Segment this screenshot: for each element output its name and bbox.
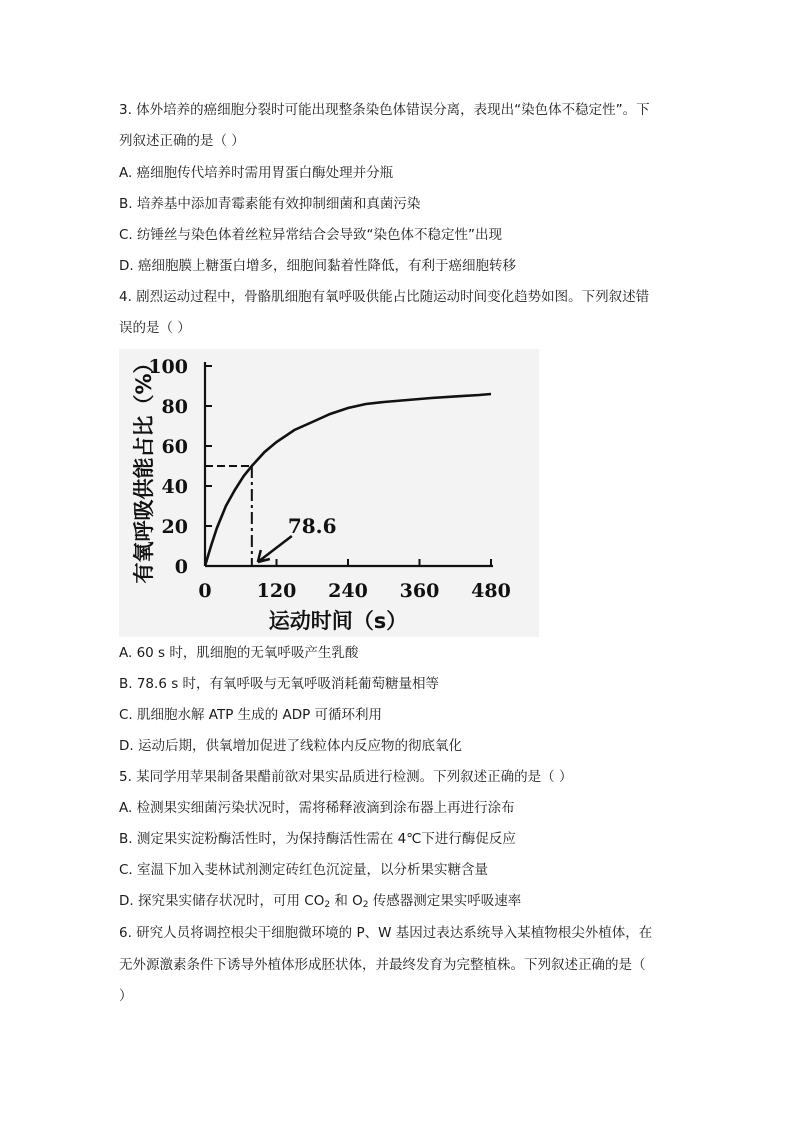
q4-option-d: D. 运动后期，供氧增加促进了线粒体内反应物的彻底氧化 [119,738,462,754]
q6-stem-line1: 6. 研究人员将调控根尖干细胞微环境的 P、W 基因过表达系统导入某植物根尖外植体，在 [119,925,653,941]
x-tick-label: 0 [198,580,212,602]
q4-option-c: C. 肌细胞水解 ATP 生成的 ADP 可循环利用 [119,707,383,723]
x-tick-label: 480 [471,580,511,602]
y-tick-label: 40 [161,476,188,498]
annotation-label: 78.6 [287,514,337,538]
y-tick-label: 60 [161,436,188,458]
o2-subscript: 2 [362,900,369,910]
q3-option-a: A. 癌细胞传代培养时需用胃蛋白酶处理并分瓶 [119,165,394,181]
y-tick-label: 100 [148,356,188,378]
q5-option-c: C. 室温下加入斐林试剂测定砖红色沉淀量，以分析果实糖含量 [119,862,489,878]
q5-option-d-part1: D. 探究果实储存状况时，可用 CO [119,893,325,909]
y-tick-label: 0 [174,556,188,578]
q6-stem-line3: ） [119,988,133,1004]
q3-option-c: C. 纺锤丝与染色体着丝粒异常结合会导致“染色体不稳定性”出现 [119,227,502,243]
q3-stem-line1: 3. 体外培养的癌细胞分裂时可能出现整条染色体错误分离，表现出“染色体不稳定性”。下 [119,102,650,118]
q5-option-d [119,891,521,915]
x-tick-label: 360 [399,580,440,602]
aerobic-ratio-chart [119,349,539,637]
x-axis-label: 运动时间（s） [268,609,408,633]
y-tick-label: 80 [161,396,188,418]
q3-option-b: B. 培养基中添加青霉素能有效抑制细菌和真菌污染 [119,196,421,212]
q6-stem-line2: 无外源激素条件下诱导外植体形成胚状体，并最终发育为完整植株。下列叙述正确的是（ [119,957,646,973]
x-tick-label: 120 [256,580,297,602]
y-axis-label: 有氧呼吸供能占比（%） [132,352,156,584]
q5-option-d-part2: 和 O [330,893,363,909]
q5-option-d-part3: 传感器测定果实呼吸速率 [368,893,522,909]
y-tick-label: 20 [161,516,188,538]
q4-option-a: A. 60 s 时，肌细胞的无氧呼吸产生乳酸 [119,645,359,661]
q5-option-b: B. 测定果实淀粉酶活性时，为保持酶活性需在 4℃下进行酶促反应 [119,831,516,847]
x-tick-label: 240 [328,580,368,602]
co2-subscript: 2 [324,900,331,910]
q3-option-d: D. 癌细胞膜上糖蛋白增多，细胞间黏着性降低，有利于癌细胞转移 [119,258,516,274]
q3-stem-line2: 列叙述正确的是（ ） [119,133,245,149]
q5-option-a: A. 检测果实细菌污染状况时，需将稀释液滴到涂布器上再进行涂布 [119,800,515,816]
q4-stem-line1: 4. 剧烈运动过程中，骨骼肌细胞有氧呼吸供能占比随运动时间变化趋势如图。下列叙述错 [119,289,650,305]
q5-stem: 5. 某同学用苹果制备果醋前欲对果实品质进行检测。下列叙述正确的是（ ） [119,769,573,785]
q4-option-b: B. 78.6 s 时，有氧呼吸与无氧呼吸消耗葡萄糖量相等 [119,676,440,692]
q4-stem-line2: 误的是（ ） [119,320,191,336]
